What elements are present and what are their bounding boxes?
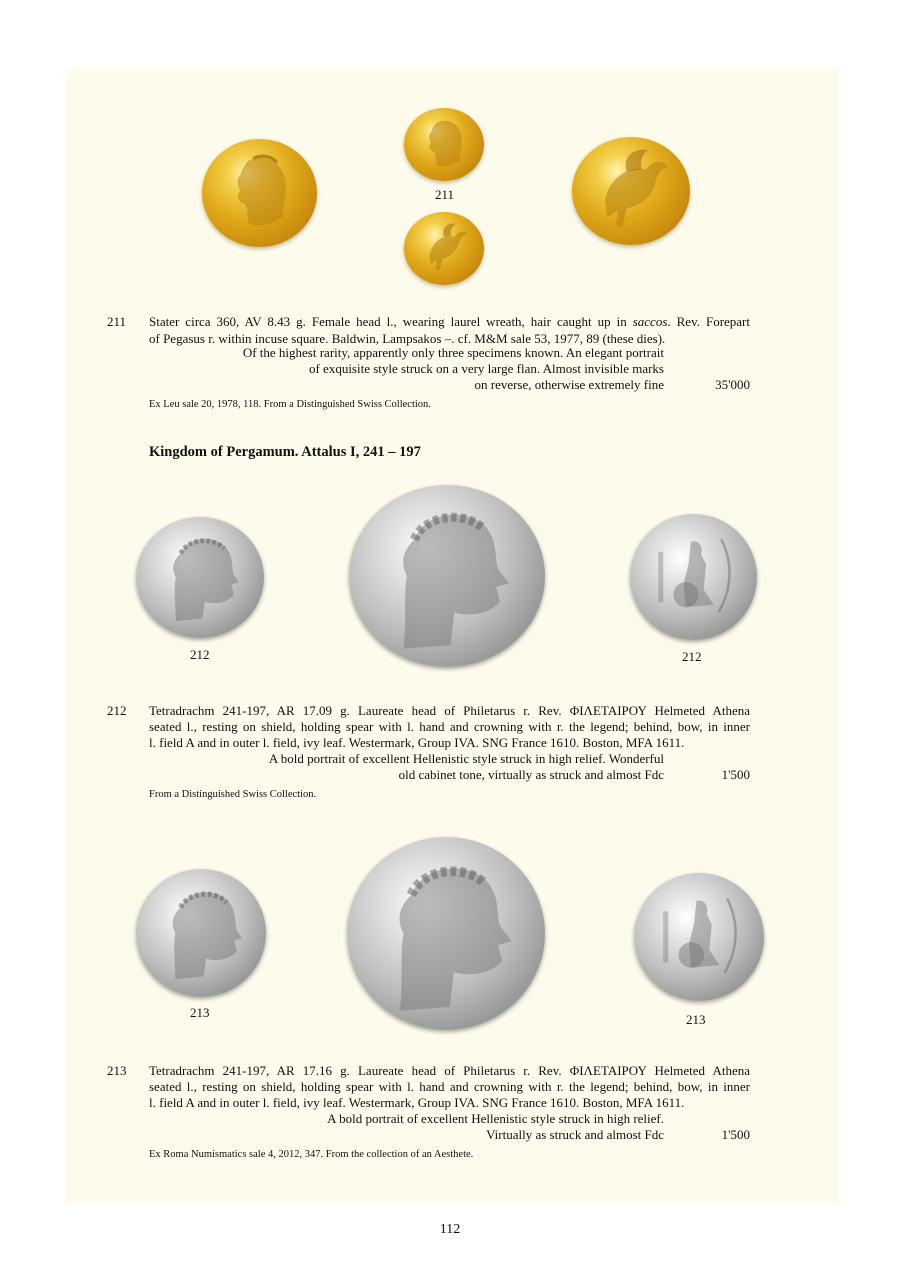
lot-211-line-2: of Pegasus r. within incuse square. Baldwin, Lampsakos –. cf. M&M sale 53, 1977, 89 (these dies). [149, 331, 666, 346]
image-caption-211: 211 [435, 187, 455, 202]
coin-212-reverse [630, 514, 757, 640]
lot-213-line-4: A bold portrait of excellent Hellenistic style struck in high relief. [327, 1111, 664, 1126]
lot-number-212: 212 [107, 703, 127, 718]
coin-211-reverse-large [572, 137, 690, 245]
lot-212-line-5: old cabinet tone, virtually as struck and almost Fdc [398, 767, 664, 782]
lot-213-line-5: Virtually as struck and almost Fdc [486, 1127, 664, 1142]
coin-213-obverse-large [347, 837, 545, 1030]
female-head-profile-icon [202, 139, 317, 247]
male-head-profile-icon [136, 517, 264, 638]
image-caption-213-right: 213 [686, 1012, 706, 1027]
coin-213-reverse [634, 873, 764, 1001]
lot-213-line-1: Tetradrachm 241-197, AR 17.16 g. Laureate head of Philetarus r. Rev. ΦΙΛΕΤΑΙΡΟΥ Helmeted Athena [149, 1063, 750, 1078]
seated-athena-icon [630, 514, 757, 640]
lot-211-line-3: Of the highest rarity, apparently only three specimens known. An elegant portrait [242, 345, 664, 360]
seated-athena-icon [634, 873, 764, 1001]
lot-211-line-1-italic: saccos [632, 314, 668, 329]
lot-211-line-1 [149, 314, 750, 330]
lot-211-provenance: Ex Leu sale 20, 1978, 118. From a Distinguished Swiss Collection. [149, 399, 431, 410]
coin-211-obverse-small [404, 108, 484, 181]
coin-211-obverse-large [202, 139, 317, 247]
pegasus-icon [572, 137, 690, 245]
lot-212-line-4: A bold portrait of excellent Hellenistic style struck in high relief. Wonderful [268, 751, 664, 766]
male-head-profile-icon [349, 485, 545, 667]
coin-212-obverse-small [136, 517, 264, 638]
male-head-profile-icon [347, 837, 545, 1030]
section-heading: Kingdom of Pergamum. Attalus I, 241 – 197 [149, 444, 421, 460]
lot-212-line-1: Tetradrachm 241-197, AR 17.09 g. Laureate head of Philetarus r. Rev. ΦΙΛΕΤΑΙΡΟΥ Helmeted Athena [149, 703, 750, 718]
lot-number-213: 213 [107, 1063, 127, 1078]
lot-213-line-3: l. field A and in outer l. field, ivy leaf. Westermark, Group IVA. SNG France 1610. Boston, MFA 1611. [149, 1095, 685, 1110]
coin-213-obverse-small [136, 869, 266, 997]
lot-212-price: 1'500 [721, 767, 750, 782]
lot-211-price: 35'000 [715, 377, 750, 392]
page-number: 112 [439, 1222, 461, 1237]
image-caption-213-left: 213 [190, 1005, 210, 1020]
coin-211-reverse-small [404, 212, 484, 285]
lot-213-price: 1'500 [721, 1127, 750, 1142]
lot-211-line-1-b: . Rev. Forepart [667, 314, 750, 329]
coin-212-obverse-large [349, 485, 545, 667]
image-caption-212-right: 212 [682, 649, 702, 664]
lot-211-line-1-a: Stater circa 360, AV 8.43 g. Female head l., wearing laurel wreath, hair caught up in [149, 314, 633, 329]
lot-211-line-4: of exquisite style struck on a very large flan. Almost invisible marks [308, 361, 664, 376]
lot-213-provenance: Ex Roma Numismatics sale 4, 2012, 347. From the collection of an Aesthete. [149, 1149, 474, 1160]
male-head-profile-icon [136, 869, 266, 997]
lot-211-line-5: on reverse, otherwise extremely fine [474, 377, 664, 392]
image-caption-212-left: 212 [190, 647, 210, 662]
lot-213-line-2: seated l., resting on shield, holding spear with l. hand and crowning with r. the legend; behind, bow, in inner [149, 1079, 750, 1094]
lot-212-line-2: seated l., resting on shield, holding spear with l. hand and crowning with r. the legend; behind, bow, in inner [149, 719, 750, 734]
female-head-profile-icon [404, 108, 484, 181]
lot-212-provenance: From a Distinguished Swiss Collection. [149, 789, 317, 800]
lot-212-line-3: l. field A and in outer l. field, ivy leaf. Westermark, Group IVA. SNG France 1610. Boston, MFA 1611. [149, 735, 685, 750]
lot-number-211: 211 [107, 314, 127, 329]
pegasus-icon [404, 212, 484, 285]
